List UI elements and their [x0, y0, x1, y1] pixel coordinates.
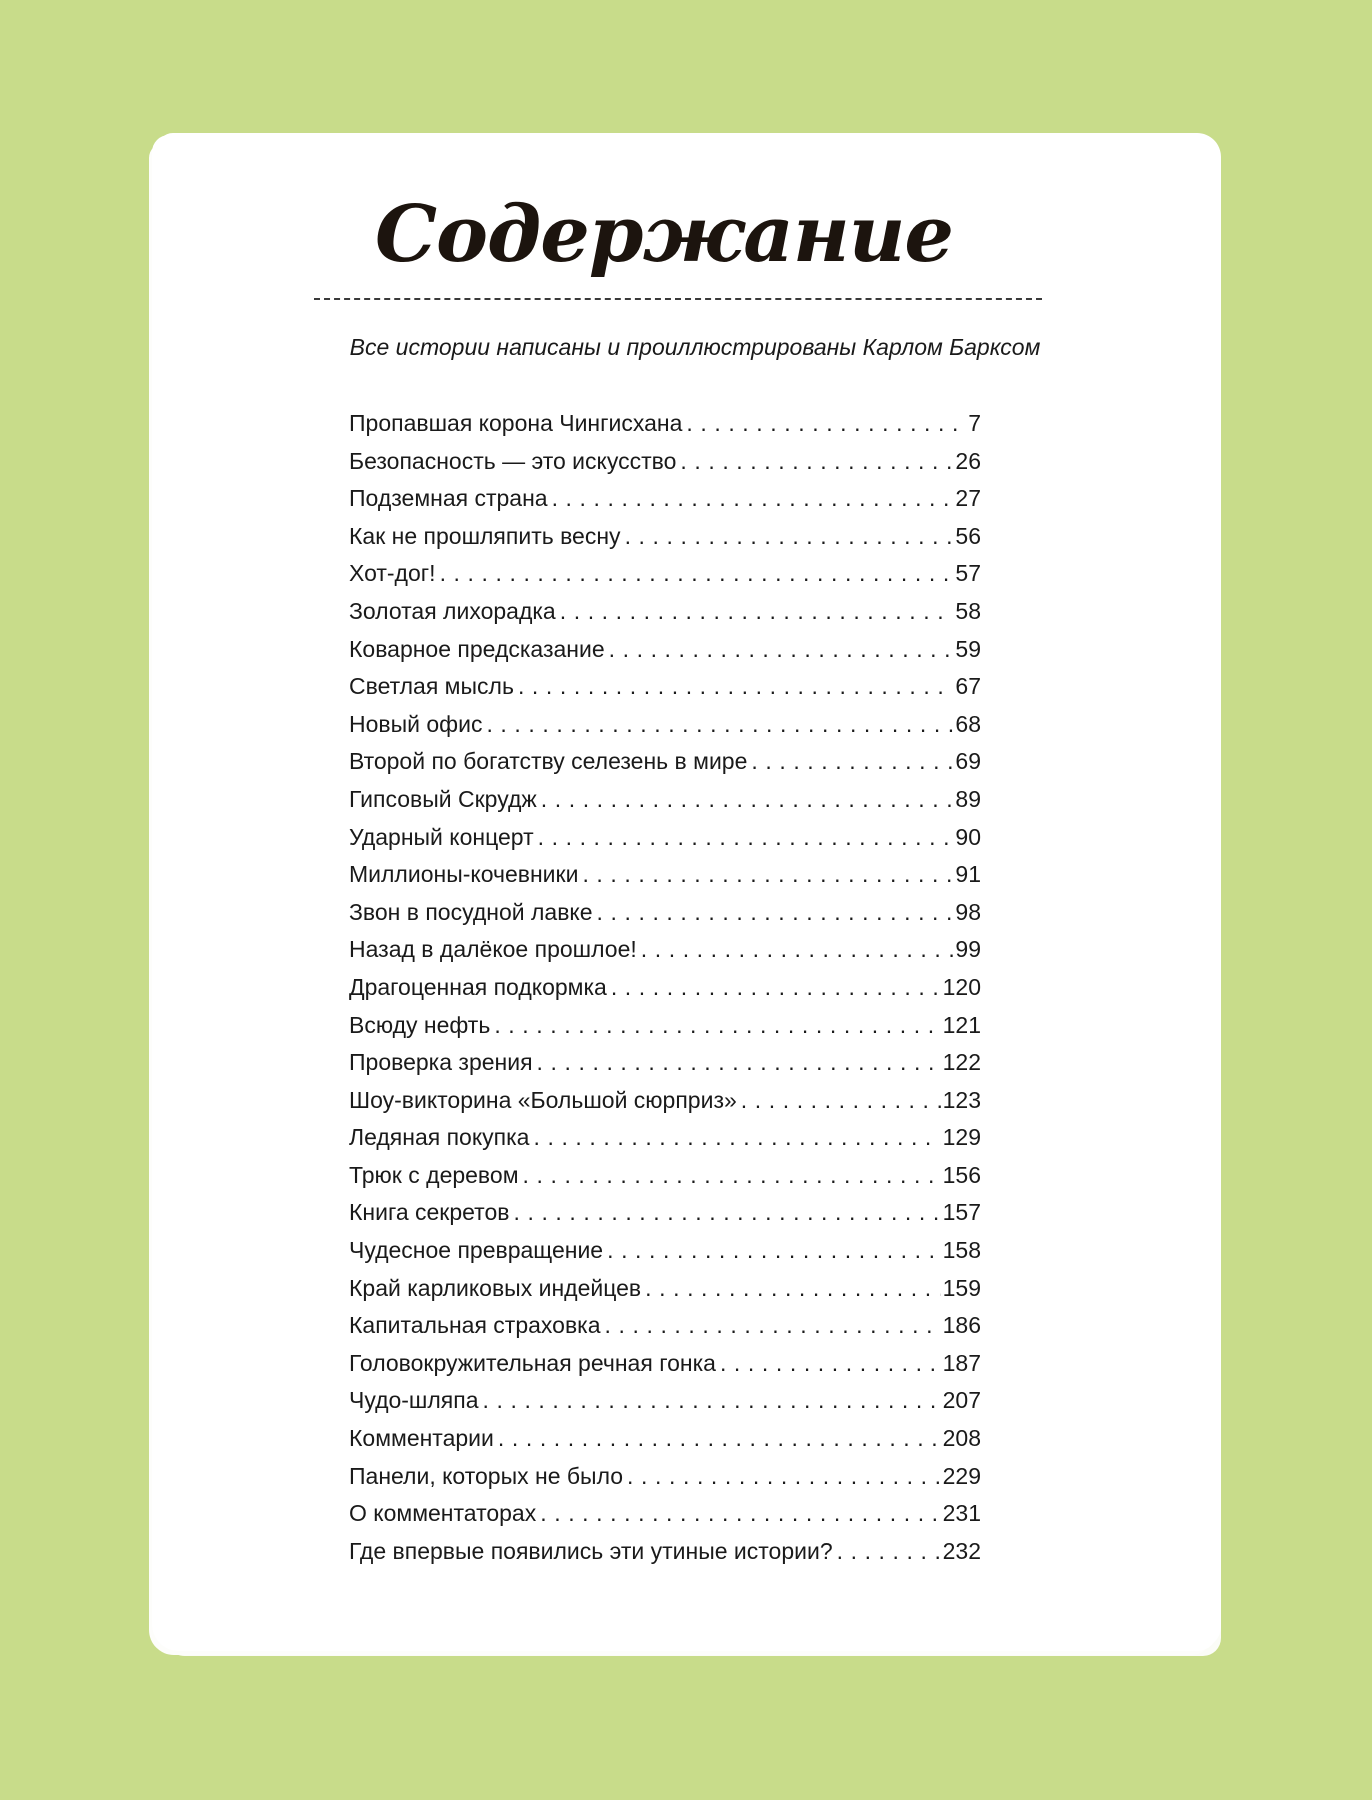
toc-entry[interactable] [349, 819, 981, 857]
dot-leader [540, 1495, 940, 1533]
toc-entry[interactable] [349, 1495, 981, 1533]
dot-leader [538, 819, 954, 857]
toc-entry-page: 129 [942, 1124, 981, 1151]
toc-entry-title: Новый офис [349, 710, 483, 737]
toc-entry[interactable] [349, 1345, 981, 1383]
toc-entry-page: 98 [955, 898, 981, 925]
dot-leader [837, 1533, 941, 1571]
dot-leader [686, 405, 966, 443]
toc-entry-title: Подземная страна [349, 485, 548, 512]
toc-entry-title: Безопасность — это искусство [349, 447, 677, 474]
toc-entry[interactable] [349, 894, 981, 932]
toc-entry-title: Золотая лихорадка [349, 597, 556, 624]
toc-entry-title: Шоу-викторина «Большой сюрприз» [349, 1086, 737, 1113]
table-of-contents [349, 405, 981, 1570]
toc-entry-page: 158 [942, 1237, 981, 1264]
toc-entry[interactable] [349, 1007, 981, 1045]
dot-leader [518, 668, 953, 706]
toc-entry-page: 208 [942, 1425, 981, 1452]
toc-entry[interactable] [349, 1420, 981, 1458]
toc-entry-title: Коварное предсказание [349, 635, 605, 662]
dot-leader [627, 1458, 941, 1496]
toc-entry[interactable] [349, 706, 981, 744]
toc-entry[interactable] [349, 1082, 981, 1120]
toc-entry-page: 57 [955, 560, 981, 587]
toc-entry-page: 67 [955, 673, 981, 700]
toc-entry[interactable] [349, 743, 981, 781]
dot-leader [680, 443, 953, 481]
dot-leader [537, 1044, 941, 1082]
toc-entry-page: 68 [955, 710, 981, 737]
toc-entry[interactable] [349, 443, 981, 481]
toc-entry-page: 99 [955, 936, 981, 963]
toc-entry-page: 122 [942, 1049, 981, 1076]
toc-entry[interactable] [349, 1270, 981, 1308]
toc-entry-title: Миллионы-кочевники [349, 861, 579, 888]
dot-leader [494, 1007, 940, 1045]
toc-entry-title: Светлая мысль [349, 673, 514, 700]
toc-entry-title: Головокружительная речная гонка [349, 1349, 716, 1376]
toc-entry-title: Пропавшая корона Чингисхана [349, 410, 683, 436]
toc-entry[interactable] [349, 555, 981, 593]
toc-entry-title: О комментаторах [349, 1500, 537, 1527]
dot-leader [605, 1307, 941, 1345]
toc-entry-title: Драгоценная подкормка [349, 973, 607, 1000]
dot-leader [523, 1157, 941, 1195]
dot-leader [541, 781, 954, 819]
toc-entry-page: 59 [955, 635, 981, 662]
toc-entry-page: 69 [955, 748, 981, 775]
toc-entry[interactable] [349, 931, 981, 969]
toc-entry[interactable] [349, 1157, 981, 1195]
toc-entry-title: Где впервые появились эти утиные истории? [349, 1537, 833, 1564]
toc-entry-page: 186 [942, 1312, 981, 1339]
dot-leader [440, 555, 954, 593]
toc-entry-page: 91 [955, 861, 981, 888]
toc-entry-page: 231 [942, 1500, 981, 1527]
toc-entry-page: 58 [955, 597, 981, 624]
toc-entry-title: Проверка зрения [349, 1049, 533, 1076]
toc-entry[interactable] [349, 1119, 981, 1157]
dot-leader [641, 931, 954, 969]
toc-entry[interactable] [349, 969, 981, 1007]
dot-leader [513, 1194, 940, 1232]
toc-entry[interactable] [349, 856, 981, 894]
toc-entry-page: 232 [942, 1537, 981, 1564]
dot-leader [597, 894, 954, 932]
toc-entry-title: Ледяная покупка [349, 1124, 530, 1151]
dot-leader [533, 1119, 940, 1157]
toc-entry-title: Ударный концерт [349, 823, 534, 850]
toc-entry-title: Второй по богатству селезень в мире [349, 748, 748, 775]
toc-entry-page: 121 [942, 1011, 981, 1038]
toc-entry-title: Всюду нефть [349, 1011, 491, 1038]
subtitle: Все истории написаны и проиллюстрированы Карлом Барксом [349, 334, 1041, 360]
toc-entry-title: Комментарии [349, 1425, 494, 1452]
toc-entry[interactable] [349, 1382, 981, 1420]
toc-entry[interactable] [349, 405, 981, 443]
toc-entry[interactable] [349, 480, 981, 518]
toc-entry-page: 229 [942, 1462, 981, 1489]
toc-entry-title: Гипсовый Скрудж [349, 785, 537, 812]
toc-entry[interactable] [349, 1194, 981, 1232]
toc-entry-title: Капитальная страховка [349, 1312, 601, 1339]
toc-entry-title: Край карликовых индейцев [349, 1274, 642, 1301]
toc-entry-title: Назад в далёкое прошлое! [349, 936, 637, 963]
toc-entry-page: 207 [942, 1387, 981, 1414]
toc-entry[interactable] [349, 781, 981, 819]
dot-leader [498, 1420, 941, 1458]
dashed-divider [314, 298, 1042, 300]
toc-entry-page: 56 [955, 522, 981, 549]
dot-leader [625, 518, 954, 556]
toc-entry-page: 187 [942, 1349, 981, 1376]
toc-entry[interactable] [349, 1458, 981, 1496]
toc-entry-title: Звон в посудной лавке [349, 898, 593, 925]
heading-box [374, 189, 954, 280]
toc-entry[interactable] [349, 593, 981, 631]
toc-entry-title: Хот-дог! [349, 560, 436, 587]
dot-leader [486, 706, 953, 744]
toc-entry[interactable] [349, 631, 981, 669]
toc-entry-page: 159 [942, 1274, 981, 1301]
toc-entry[interactable] [349, 1044, 981, 1082]
toc-entry-title: Как не прошляпить весну [349, 522, 621, 549]
toc-entry-page: 123 [942, 1086, 981, 1113]
toc-entry[interactable] [349, 1533, 981, 1571]
dot-leader [483, 1382, 941, 1420]
toc-entry-page: 89 [955, 785, 981, 812]
toc-entry-title: Чудо-шляпа [349, 1387, 479, 1414]
dot-leader [552, 480, 954, 518]
toc-entry[interactable] [349, 668, 981, 706]
toc-entry-page: 156 [942, 1161, 981, 1188]
dot-leader [607, 1232, 941, 1270]
page-title: Содержание [374, 189, 954, 280]
toc-entry-page: 120 [942, 973, 981, 1000]
toc-entry-page: 157 [942, 1199, 981, 1226]
toc-entry-page: 26 [955, 447, 981, 474]
toc-entry-page: 27 [955, 485, 981, 512]
toc-entry[interactable] [349, 518, 981, 556]
dot-leader [611, 969, 941, 1007]
toc-entry-page: 7 [968, 410, 981, 436]
toc-entry-title: Чудесное превращение [349, 1237, 604, 1264]
toc-entry[interactable] [349, 1307, 981, 1345]
toc-entry-title: Трюк с деревом [349, 1161, 519, 1188]
dot-leader [751, 743, 953, 781]
dot-leader [720, 1345, 941, 1383]
dot-leader [609, 631, 954, 669]
dot-leader [645, 1270, 940, 1308]
dot-leader [560, 593, 954, 631]
toc-entry[interactable] [349, 1232, 981, 1270]
dot-leader [582, 856, 953, 894]
dot-leader [741, 1082, 941, 1120]
toc-entry-title: Панели, которых не было [349, 1462, 624, 1489]
toc-entry-title: Книга секретов [349, 1199, 510, 1226]
toc-entry-page: 90 [955, 823, 981, 850]
